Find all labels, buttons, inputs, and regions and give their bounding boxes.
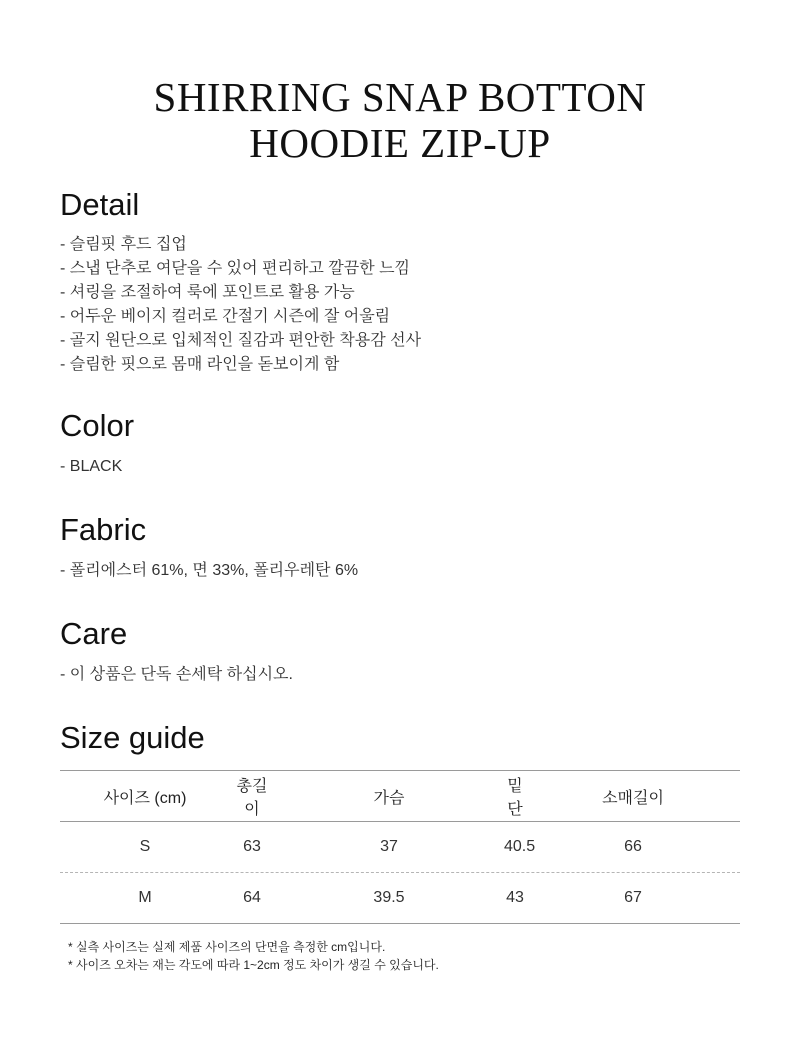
size-notes (68, 938, 439, 974)
detail-item: - 슬림핏 후드 집업 (60, 236, 187, 253)
fabric-heading: Fabric (60, 512, 147, 547)
table-row (60, 872, 740, 923)
detail-list (60, 233, 421, 377)
chest-cell: 39.5 (373, 889, 405, 906)
column-header-hem: 밑단 (507, 778, 523, 818)
fabric-list (60, 559, 358, 583)
fabric-item: - 폴리에스터 61%, 면 33%, 폴리우레탄 6% (60, 562, 359, 579)
care-heading: Care (60, 616, 128, 651)
sleeve-length-cell: 66 (624, 838, 642, 855)
hem-cell: 40.5 (504, 838, 536, 855)
detail-item: - 어두운 베이지 컬러로 간절기 시즌에 잘 어울림 (60, 308, 391, 325)
chest-cell: 37 (380, 838, 398, 855)
color-item: - BLACK (60, 458, 123, 475)
total-length-cell: 63 (243, 838, 261, 855)
column-header-sleeve-length: 소매길이 (602, 789, 664, 807)
care-item: - 이 상품은 단독 손세탁 하십시오. (60, 666, 293, 683)
sleeve-length-cell: 67 (624, 889, 642, 906)
size-cell: M (138, 889, 152, 906)
detail-item: - 스냅 단추로 여닫을 수 있어 편리하고 깔끔한 느낌 (60, 260, 411, 277)
product-title (0, 74, 800, 166)
color-list (60, 455, 122, 479)
table-row (60, 822, 740, 872)
column-header-size: 사이즈 (cm) (103, 789, 187, 807)
size-table-header (60, 771, 740, 822)
detail-item: - 골지 원단으로 입체적인 질감과 편안한 착용감 선사 (60, 332, 422, 349)
hem-cell: 43 (506, 889, 524, 906)
product-title-line: SHIRRING SNAP BOTTON (153, 74, 647, 120)
product-title-line: HOODIE ZIP-UP (249, 120, 551, 166)
size-note: * 실측 사이즈는 실제 제품 사이즈의 단면을 측정한 cm입니다. (68, 940, 386, 954)
size-cell: S (139, 838, 151, 855)
color-heading: Color (60, 408, 135, 443)
care-list (60, 663, 293, 687)
size-note: * 사이즈 오차는 재는 각도에 따라 1~2cm 정도 차이가 생길 수 있습니다. (68, 958, 439, 972)
size-table (60, 770, 740, 924)
detail-item: - 셔링을 조절하여 룩에 포인트로 활용 가능 (60, 284, 355, 301)
detail-item: - 슬림한 핏으로 몸매 라인을 돋보이게 함 (60, 356, 340, 373)
column-header-chest: 가슴 (373, 789, 405, 807)
total-length-cell: 64 (243, 889, 261, 906)
column-header-total-length: 총길이 (236, 778, 268, 818)
size-guide-heading: Size guide (60, 720, 205, 755)
detail-heading: Detail (60, 187, 140, 222)
